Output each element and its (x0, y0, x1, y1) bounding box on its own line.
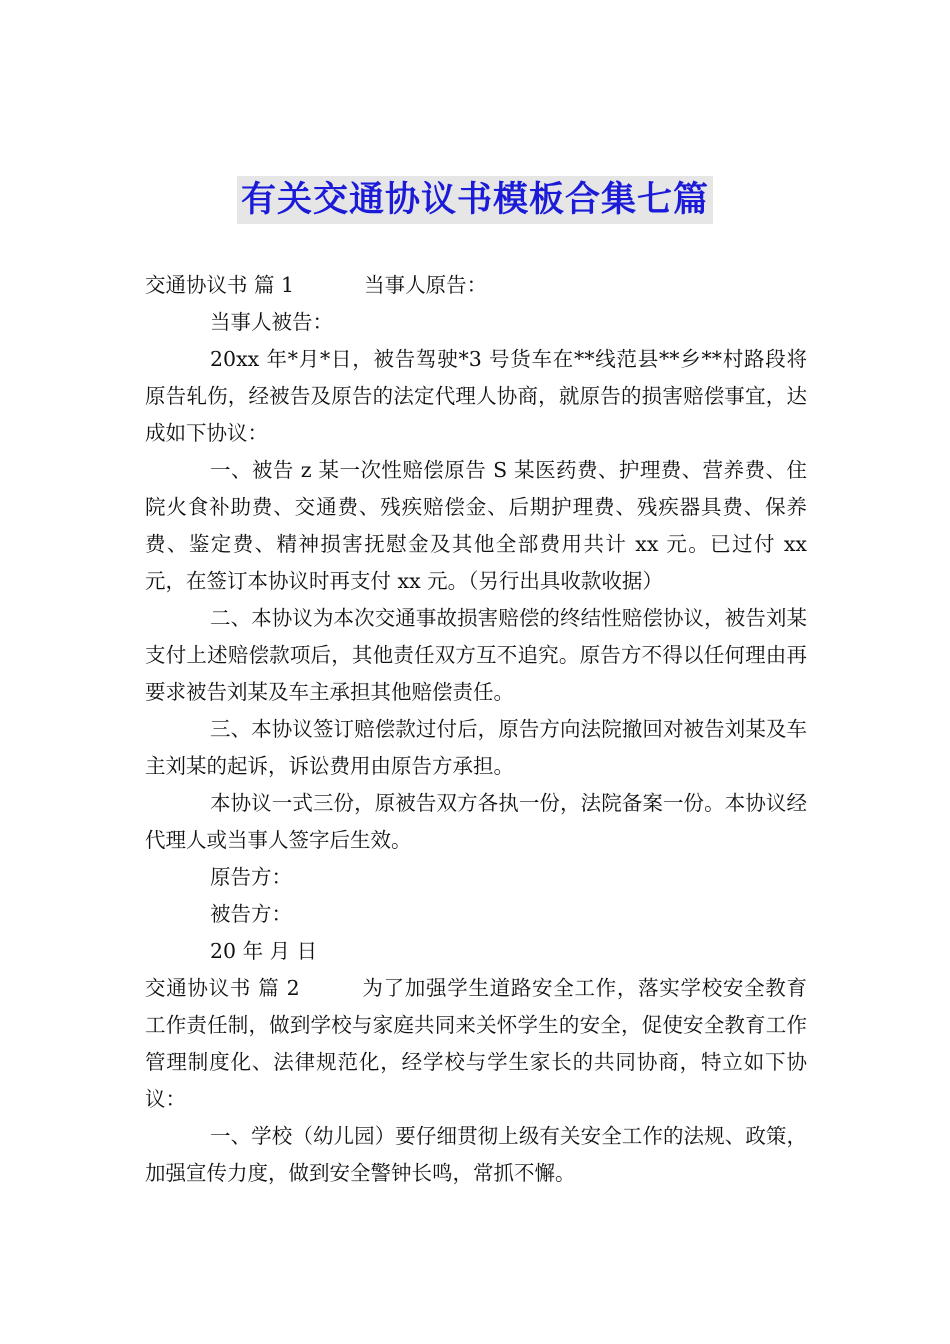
title-container (0, 176, 950, 224)
paragraph: 二、本协议为本次交通事故损害赔偿的终结性赔偿协议，被告刘某支付上述赔偿款项后，其他责任双方互不追究。原告方不得以任何理由再要求被告刘某及车主承担其他赔偿责任。 (145, 606, 807, 704)
paragraph: 本协议一式三份，原被告双方各执一份，法院备案一份。本协议经代理人或当事人签字后生效。 (145, 791, 807, 852)
section-1-heading: 交通协议书 篇 1 (145, 273, 295, 297)
paragraph: 20xx 年*月*日，被告驾驶*3 号货车在**线范县**乡**村路段将原告轧伤，经被告及原告的法定代理人协商，就原告的损害赔偿事宜，达成如下协议： (145, 347, 807, 445)
paragraph: 一、学校（幼儿园）要仔细贯彻上级有关安全工作的法规、政策，加强宣传力度，做到安全警钟长鸣，常抓不懈。 (145, 1124, 807, 1185)
section-2-heading: 交通协议书 篇 2 (145, 976, 300, 1000)
signature-plaintiff: 原告方： (210, 865, 292, 889)
document-title: 有关交通协议书模板合集七篇 (237, 176, 713, 224)
section-1-heading-line (145, 267, 807, 304)
paragraph: 一、被告 z 某一次性赔偿原告 S 某医药费、护理费、营养费、住院火食补助费、交通费、残疾赔偿金、后期护理费、残疾器具费、保养费、鉴定费、精神损害抚慰金及其他全部费用共计 xx 元。已过付 xx 元，在签订本协议时再支付 xx 元。（另行出具收款收据） (145, 458, 807, 593)
section-2-heading-line (145, 970, 807, 1118)
section-1-first-line: 当事人原告： (364, 273, 488, 297)
paragraph: 当事人被告： (210, 310, 333, 334)
signature-defendant: 被告方： (210, 902, 292, 926)
section-2-first-line: 为了加强学生道路安全工作，落实学校安全教育工作责任制，做到学校与家庭共同来关怀学生的安全，促使安全教育工作管理制度化、法律规范化，经学校与学生家长的共同协商，特立如下协议： (145, 976, 808, 1111)
document-body (145, 267, 807, 1192)
paragraph: 三、本协议签订赔偿款过付后，原告方向法院撤回对被告刘某及车主刘某的起诉，诉讼费用由原告方承担。 (145, 717, 807, 778)
signature-date: 20 年 月 日 (210, 939, 318, 963)
